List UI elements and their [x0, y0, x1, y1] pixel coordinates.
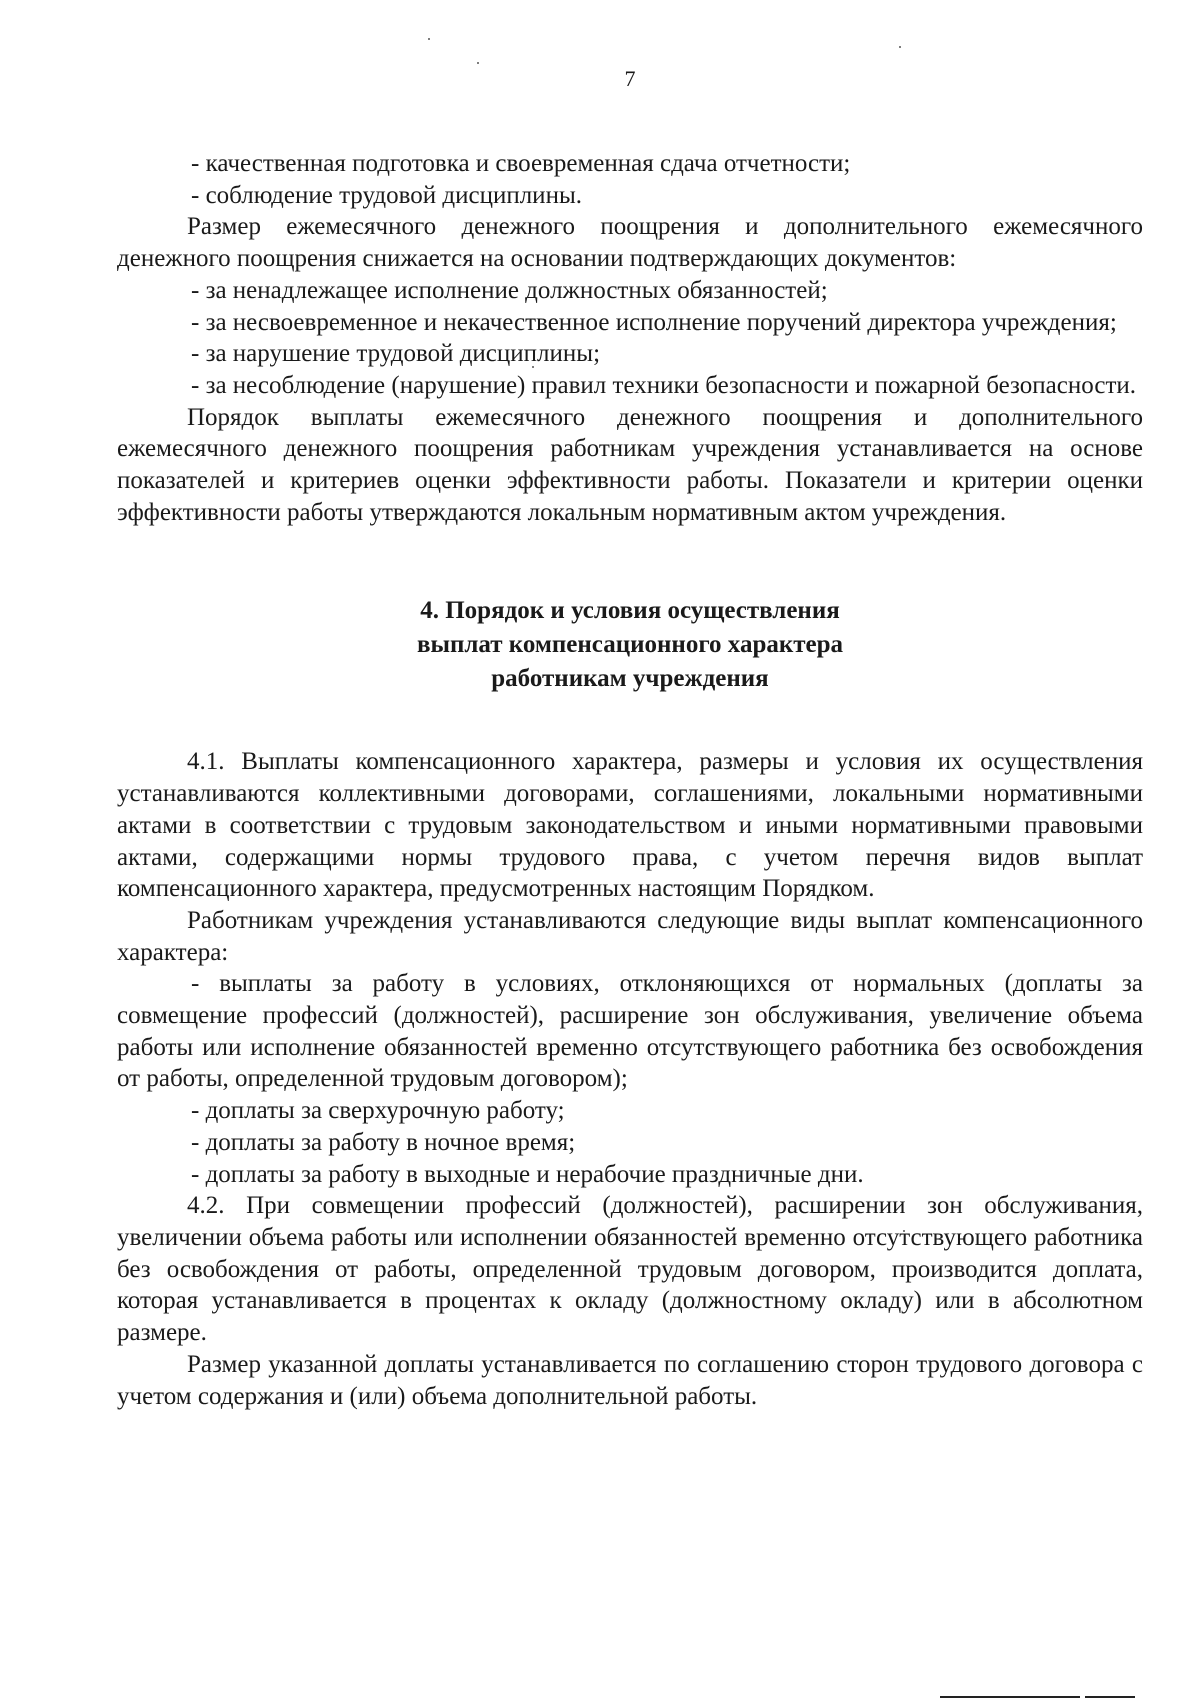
list-item: - за несвоевременное и некачественное исполнение поручений директора учреждения;	[191, 308, 1117, 336]
paragraph: 4.2. При совмещении профессий (должностей), расширении зон обслуживания, увеличении объема работы или исполнении обязанностей временно отсутствующего работника без освобождения от работы, определенной трудовым договором, производится доплата, которая устанавливается в процентах к окладу (должностному окладу) или в абсолютном размере.	[117, 1192, 1143, 1347]
scan-speck	[477, 62, 479, 64]
page-number: 7	[624, 66, 636, 91]
list-item: - за нарушение трудовой дисциплины;	[191, 340, 601, 368]
section-heading-line: выплат компенсационного характера	[416, 631, 844, 659]
paragraph: Размер указанной доплаты устанавливается по соглашению сторон трудового договора с учетом содержания и (или) объема дополнительной работы.	[117, 1350, 1143, 1410]
section-paragraphs	[117, 746, 1143, 1412]
list-item: - доплаты за работу в выходные и нерабочие праздничные дни.	[191, 1160, 864, 1188]
list-item: - за несоблюдение (нарушение) правил техники безопасности и пожарной безопасности.	[191, 371, 1136, 399]
scan-speck	[899, 46, 901, 48]
section-heading-line: 4. Порядок и условия осуществления	[420, 597, 840, 625]
scan-edge-mark	[940, 1696, 1080, 1698]
scan-edge-mark	[1085, 1696, 1135, 1698]
list-item: - за ненадлежащее исполнение должностных обязанностей;	[191, 276, 828, 304]
list-item: - доплаты за работу в ночное время;	[191, 1128, 576, 1156]
paragraph: Порядок выплаты ежемесячного денежного поощрения и дополнительного ежемесячного денежного поощрения работникам учреждения устанавливается на основе показателей и критериев оценки эффективности работы. Показатели и критерии оценки эффективности работы утверждаются локальным нормативным актом учреждения.	[117, 403, 1143, 526]
list-item: - качественная подготовка и своевременная сдача отчетности;	[191, 150, 851, 177]
section-heading-line: работникам учреждения	[491, 665, 769, 693]
paragraph: Размер ежемесячного денежного поощрения и дополнительного ежемесячного денежного поощрения снижается на основании подтверждающих документов:	[117, 213, 1143, 273]
list-item: - доплаты за сверхурочную работу;	[191, 1097, 565, 1125]
list-item: - выплаты за работу в условиях, отклоняющихся от нормальных (доплаты за совмещение профессий (должностей), расширение зон обслуживания, увеличение объема работы или исполнение обязанностей временно отсутствующего работника без освобождения от работы, определенной трудовым договором);	[117, 970, 1143, 1093]
document-body	[117, 148, 1143, 1412]
section-heading	[117, 594, 1143, 696]
paragraph: 4.1. Выплаты компенсационного характера, размеры и условия их осуществления устанавливаются коллективными договорами, соглашениями, локальными нормативными актами в соответствии с трудовым законодательством и иными нормативными правовыми актами, содержащими нормы трудового права, с учетом перечня видов выплат компенсационного характера, предусмотренных настоящим Порядком.	[117, 748, 1143, 903]
top-paragraphs	[117, 148, 1143, 528]
paragraph: Работникам учреждения устанавливаются следующие виды выплат компенсационного характера:	[117, 906, 1143, 966]
scan-speck	[428, 38, 430, 40]
list-item: - соблюдение трудовой дисциплины.	[191, 181, 582, 209]
